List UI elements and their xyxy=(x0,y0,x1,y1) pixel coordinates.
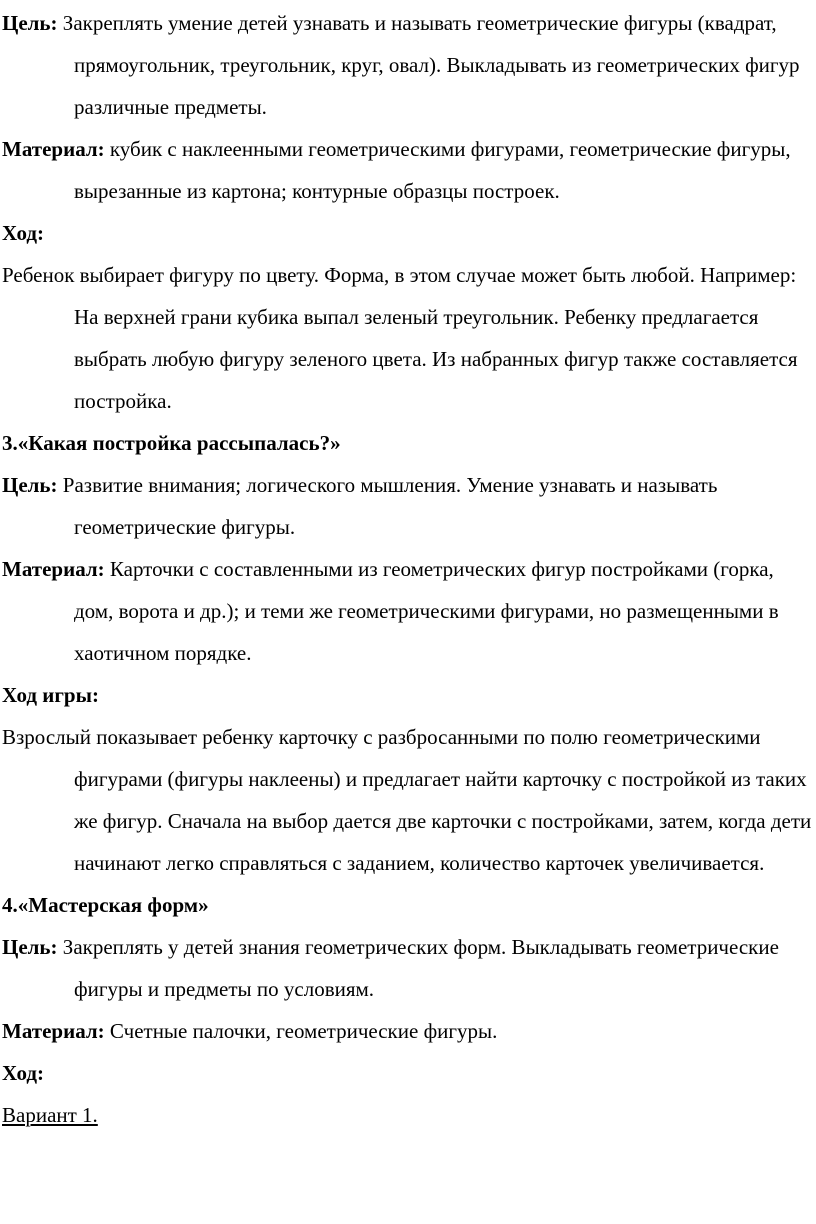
goal-label: Цель: xyxy=(2,935,58,959)
course-paragraph: Взрослый показывает ребенку карточку с разбросанными по полю геометрическими фигурами (фигуры наклеены) и предлагает найти карточку с постройкой из таких же фигур. Сначала на выбор дается две карточки с постройками, затем, когда дети начинают легко справляться с заданием, количество карточек увеличивается. xyxy=(2,725,812,875)
goal-text: Закреплять у детей знания геометрических форм. Выкладывать геометрические фигуры и предметы по условиям. xyxy=(57,935,779,1001)
goal-text: Закреплять умение детей узнавать и называть геометрические фигуры (квадрат, прямоугольник, треугольник, круг, овал). Выкладывать из геометрических фигур различные предметы. xyxy=(57,11,800,119)
section-3-title: 3.«Какая постройка рассыпалась?» xyxy=(2,431,341,455)
goal-text: Развитие внимания; логического мышления. Умение узнавать и называть геометрические фигуры. xyxy=(57,473,718,539)
section-4-title: 4.«Мастерская форм» xyxy=(2,893,209,917)
goal-paragraph xyxy=(2,464,814,548)
goal-label: Цель: xyxy=(2,11,58,35)
material-paragraph xyxy=(2,548,814,674)
goal-paragraph xyxy=(2,2,814,128)
material-paragraph xyxy=(2,128,814,212)
material-label: Материал: xyxy=(2,1019,105,1043)
material-text: кубик с наклеенными геометрическими фигурами, геометрические фигуры, вырезанные из картона; контурные образцы построек. xyxy=(74,137,791,203)
course-label: Ход: xyxy=(2,1061,45,1085)
course-label: Ход: xyxy=(2,221,45,245)
variant-label: Вариант 1. xyxy=(2,1103,98,1127)
course-paragraph: Ребенок выбирает фигуру по цвету. Форма, в этом случае может быть любой. Например: На верхней грани кубика выпал зеленый треугольник. Ребенку предлагается выбрать любую фигуру зеленого цвета. Из набранных фигур также составляется постройка. xyxy=(2,263,798,413)
game-course-label: Ход игры: xyxy=(2,683,99,707)
material-text: Карточки с составленными из геометрических фигур постройками (горка, дом, ворота и др.); и теми же геометрическими фигурами, но размещенными в хаотичном порядке. xyxy=(74,557,779,665)
material-paragraph xyxy=(2,1010,814,1052)
material-label: Материал: xyxy=(2,137,105,161)
material-text: Счетные палочки, геометрические фигуры. xyxy=(104,1019,498,1043)
material-label: Материал: xyxy=(2,557,105,581)
document-page xyxy=(2,2,814,1136)
goal-paragraph xyxy=(2,926,814,1010)
goal-label: Цель: xyxy=(2,473,58,497)
